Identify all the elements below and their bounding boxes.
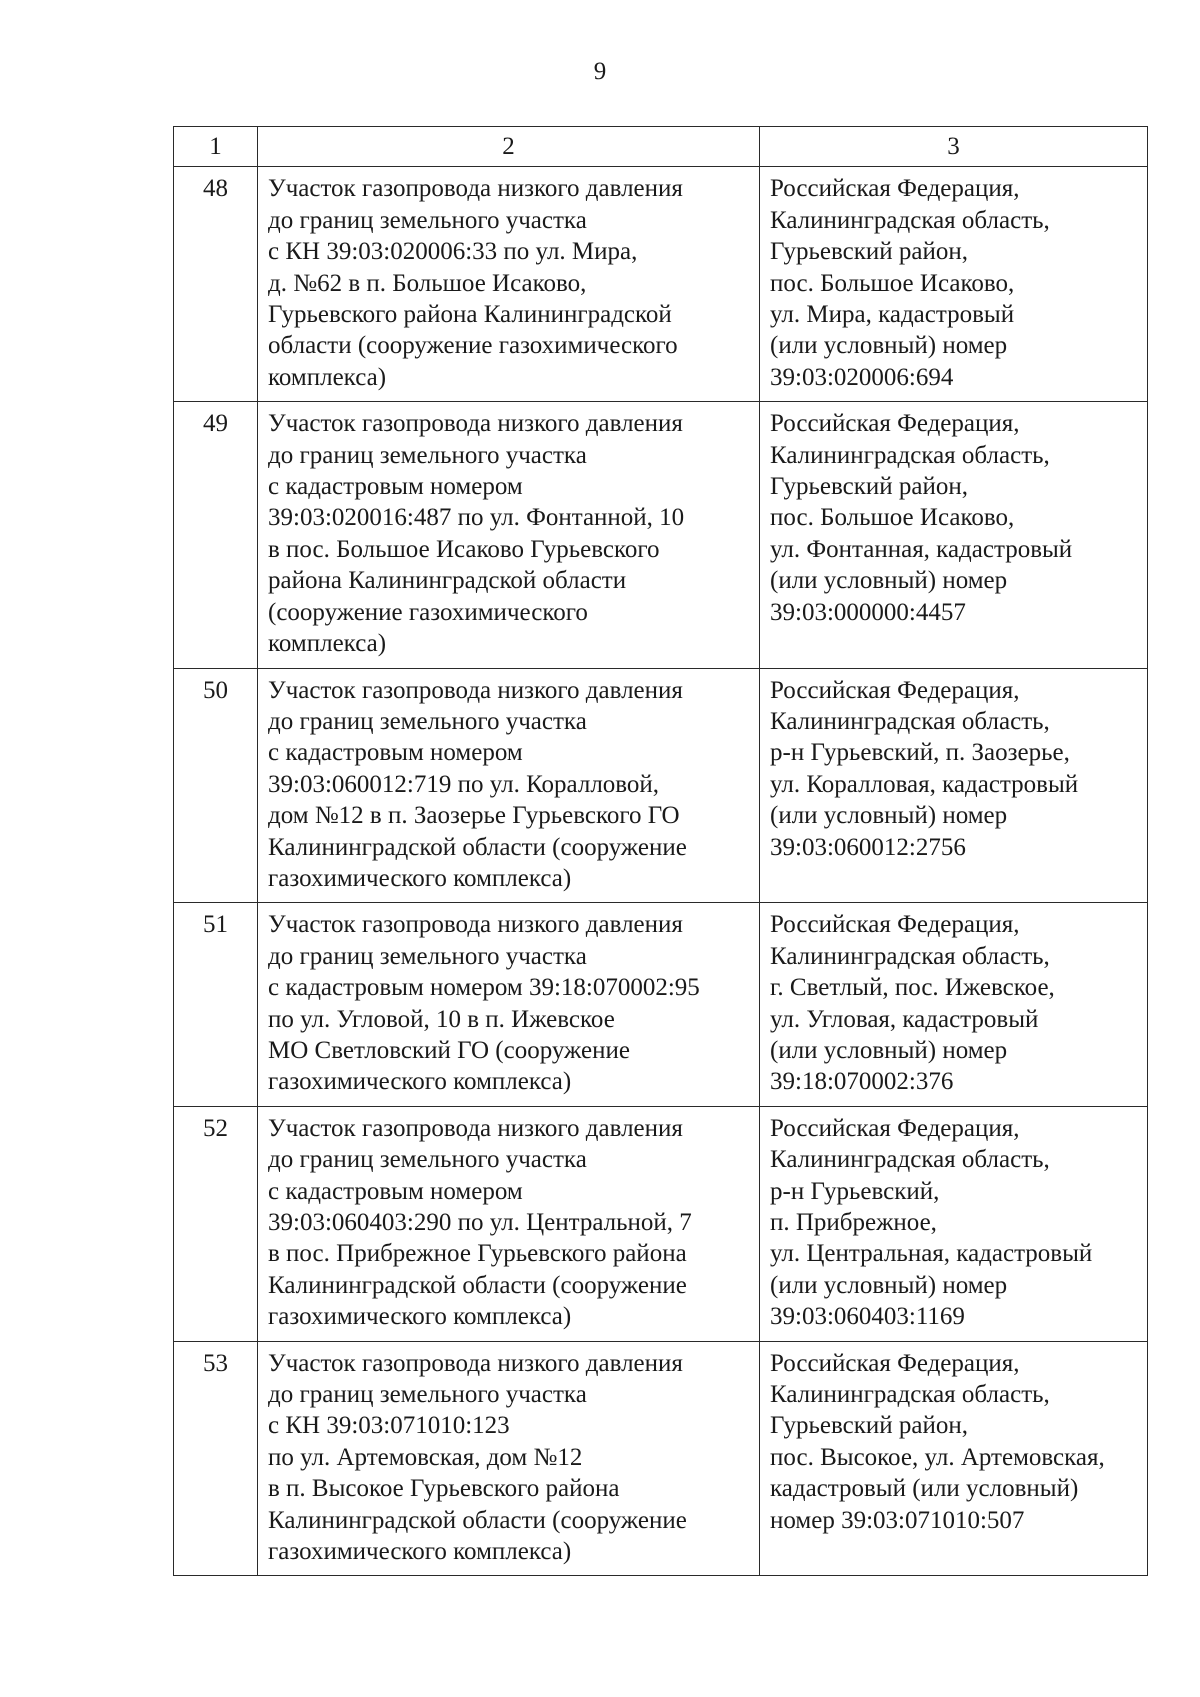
location-line: Российская Федерация, [770,410,1020,438]
location-line: (или условный) номер [770,332,1008,360]
location-line: (или условный) номер [770,567,1008,595]
location-line: п. Прибрежное, [770,1209,937,1236]
location-line: Калининградская область, [770,1146,1050,1174]
header-cell-2: 2 [258,127,760,167]
registry-table-body [174,127,1148,1576]
location-line: кадастровый (или условный) [770,1475,1079,1503]
table-row [174,402,1148,668]
table-row [174,903,1148,1106]
table-header-row [174,127,1148,167]
description-line: Калининградской области (сооружение [268,1506,687,1534]
row-number-cell: 53 [174,1341,258,1576]
location-line: ул. Мира, кадастровый [770,301,1015,329]
location-line: Гурьевский район, [770,238,969,266]
table-row [174,1106,1148,1341]
description-line: с кадастровым номером [268,739,523,767]
location-line: Российская Федерация, [770,676,1020,704]
description-line: д. №62 в п. Большое Исаково, [268,269,587,297]
header-cell-1: 1 [174,127,258,167]
location-line: пос. Высокое, ул. Артемовская, [770,1443,1105,1471]
description-line: 39:03:060012:719 по ул. Коралловой, [268,770,660,798]
description-line: Участок газопровода низкого давления [268,676,683,704]
description-line: Участок газопровода низкого давления [268,1349,683,1377]
location-line: 39:18:070002:376 [770,1068,954,1096]
description-line: 39:03:020016:487 по ул. Фонтанной, 10 [268,504,685,532]
row-number-cell: 50 [174,668,258,903]
description-line: газохимического комплекса) [268,1538,572,1566]
description-line: Участок газопровода низкого давления [268,410,683,438]
location-line: 39:03:000000:4457 [770,598,966,626]
registry-table [173,126,1148,1576]
description-line: МО Светловский ГО (сооружение [268,1036,630,1064]
header-cell-3: 3 [760,127,1148,167]
location-line: р-н Гурьевский, п. Заозерье, [770,739,1070,767]
description-line: Гурьевского района Калининградской [268,301,672,329]
description-line: Калининградской области (сооружение [268,1271,687,1299]
description-line: в пос. Большое Исаково Гурьевского [268,535,660,563]
location-line: (или условный) номер [770,802,1008,830]
description-cell [258,1106,760,1341]
description-line: комплекса) [268,363,387,391]
description-line: Калининградской области (сооружение [268,833,687,861]
location-line: Калининградская область, [770,707,1050,735]
location-line: ул. Фонтанная, кадастровый [770,535,1073,563]
table-row [174,1341,1148,1576]
location-line: пос. Большое Исаково, [770,504,1015,532]
description-line: с кадастровым номером [268,1177,523,1205]
description-line: до границ земельного участка [268,707,587,735]
row-number-cell: 48 [174,167,258,402]
location-cell [760,1341,1148,1576]
location-line: Российская Федерация, [770,175,1020,203]
description-line: района Калининградской области [268,567,627,595]
location-line: Калининградская область, [770,942,1050,970]
description-line: до границ земельного участка [268,1381,587,1409]
location-line: ул. Коралловая, кадастровый [770,770,1079,798]
description-line: Участок газопровода низкого давления [268,911,683,939]
row-number-cell: 51 [174,903,258,1106]
location-line: р-н Гурьевский, [770,1177,940,1205]
description-line: Участок газопровода низкого давления [268,175,683,203]
location-cell [760,1106,1148,1341]
description-line: по ул. Артемовская, дом №12 [268,1443,583,1471]
location-line: 39:03:020006:694 [770,363,954,391]
location-line: 39:03:060403:1169 [770,1303,965,1331]
description-line: в пос. Прибрежное Гурьевского района [268,1240,687,1268]
table-row [174,668,1148,903]
description-line: в п. Высокое Гурьевского района [268,1475,620,1503]
description-line: Участок газопровода низкого давления [268,1114,683,1142]
location-line: Калининградская область, [770,206,1050,234]
location-line: Российская Федерация, [770,1349,1020,1377]
row-number-cell: 49 [174,402,258,668]
location-line: Гурьевский район, [770,1412,969,1440]
location-line: ул. Центральная, кадастровый [770,1240,1093,1268]
description-line: с КН 39:03:020006:33 по ул. Мира, [268,238,638,266]
description-line: области (сооружение газохимического [268,332,678,360]
location-line: (или условный) номер [770,1271,1008,1299]
description-line: 39:03:060403:290 по ул. Центральной, 7 [268,1209,692,1236]
description-line: до границ земельного участка [268,206,587,234]
location-cell [760,167,1148,402]
description-cell [258,668,760,903]
description-line: комплекса) [268,630,387,658]
description-line: до границ земельного участка [268,942,587,970]
location-line: (или условный) номер [770,1036,1008,1064]
description-line: дом №12 в п. Заозерье Гурьевского ГО [268,802,680,830]
location-line: Российская Федерация, [770,911,1020,939]
description-line: газохимического комплекса) [268,864,572,892]
description-cell [258,903,760,1106]
location-cell [760,668,1148,903]
location-cell [760,903,1148,1106]
location-line: Гурьевский район, [770,473,969,501]
location-cell [760,402,1148,668]
location-line: Калининградская область, [770,1381,1050,1409]
description-line: газохимического комплекса) [268,1303,572,1331]
description-line: до границ земельного участка [268,1146,587,1174]
description-line: газохимического комплекса) [268,1068,572,1096]
description-line: с кадастровым номером 39:18:070002:95 [268,974,700,1002]
description-cell [258,167,760,402]
description-line: с кадастровым номером [268,473,523,501]
description-cell [258,1341,760,1576]
description-line: по ул. Угловой, 10 в п. Ижевское [268,1005,615,1033]
table-row [174,167,1148,402]
page-number: 9 [593,58,607,85]
description-line: (сооружение газохимического [268,598,588,626]
location-line: Российская Федерация, [770,1114,1020,1142]
location-line: номер 39:03:071010:507 [770,1506,1025,1534]
description-line: с КН 39:03:071010:123 [268,1412,510,1440]
location-line: г. Светлый, пос. Ижевское, [770,974,1055,1002]
description-cell [258,402,760,668]
location-line: пос. Большое Исаково, [770,269,1015,297]
row-number-cell: 52 [174,1106,258,1341]
description-line: до границ земельного участка [268,441,587,469]
location-line: 39:03:060012:2756 [770,833,966,861]
location-line: ул. Угловая, кадастровый [770,1005,1039,1033]
location-line: Калининградская область, [770,441,1050,469]
